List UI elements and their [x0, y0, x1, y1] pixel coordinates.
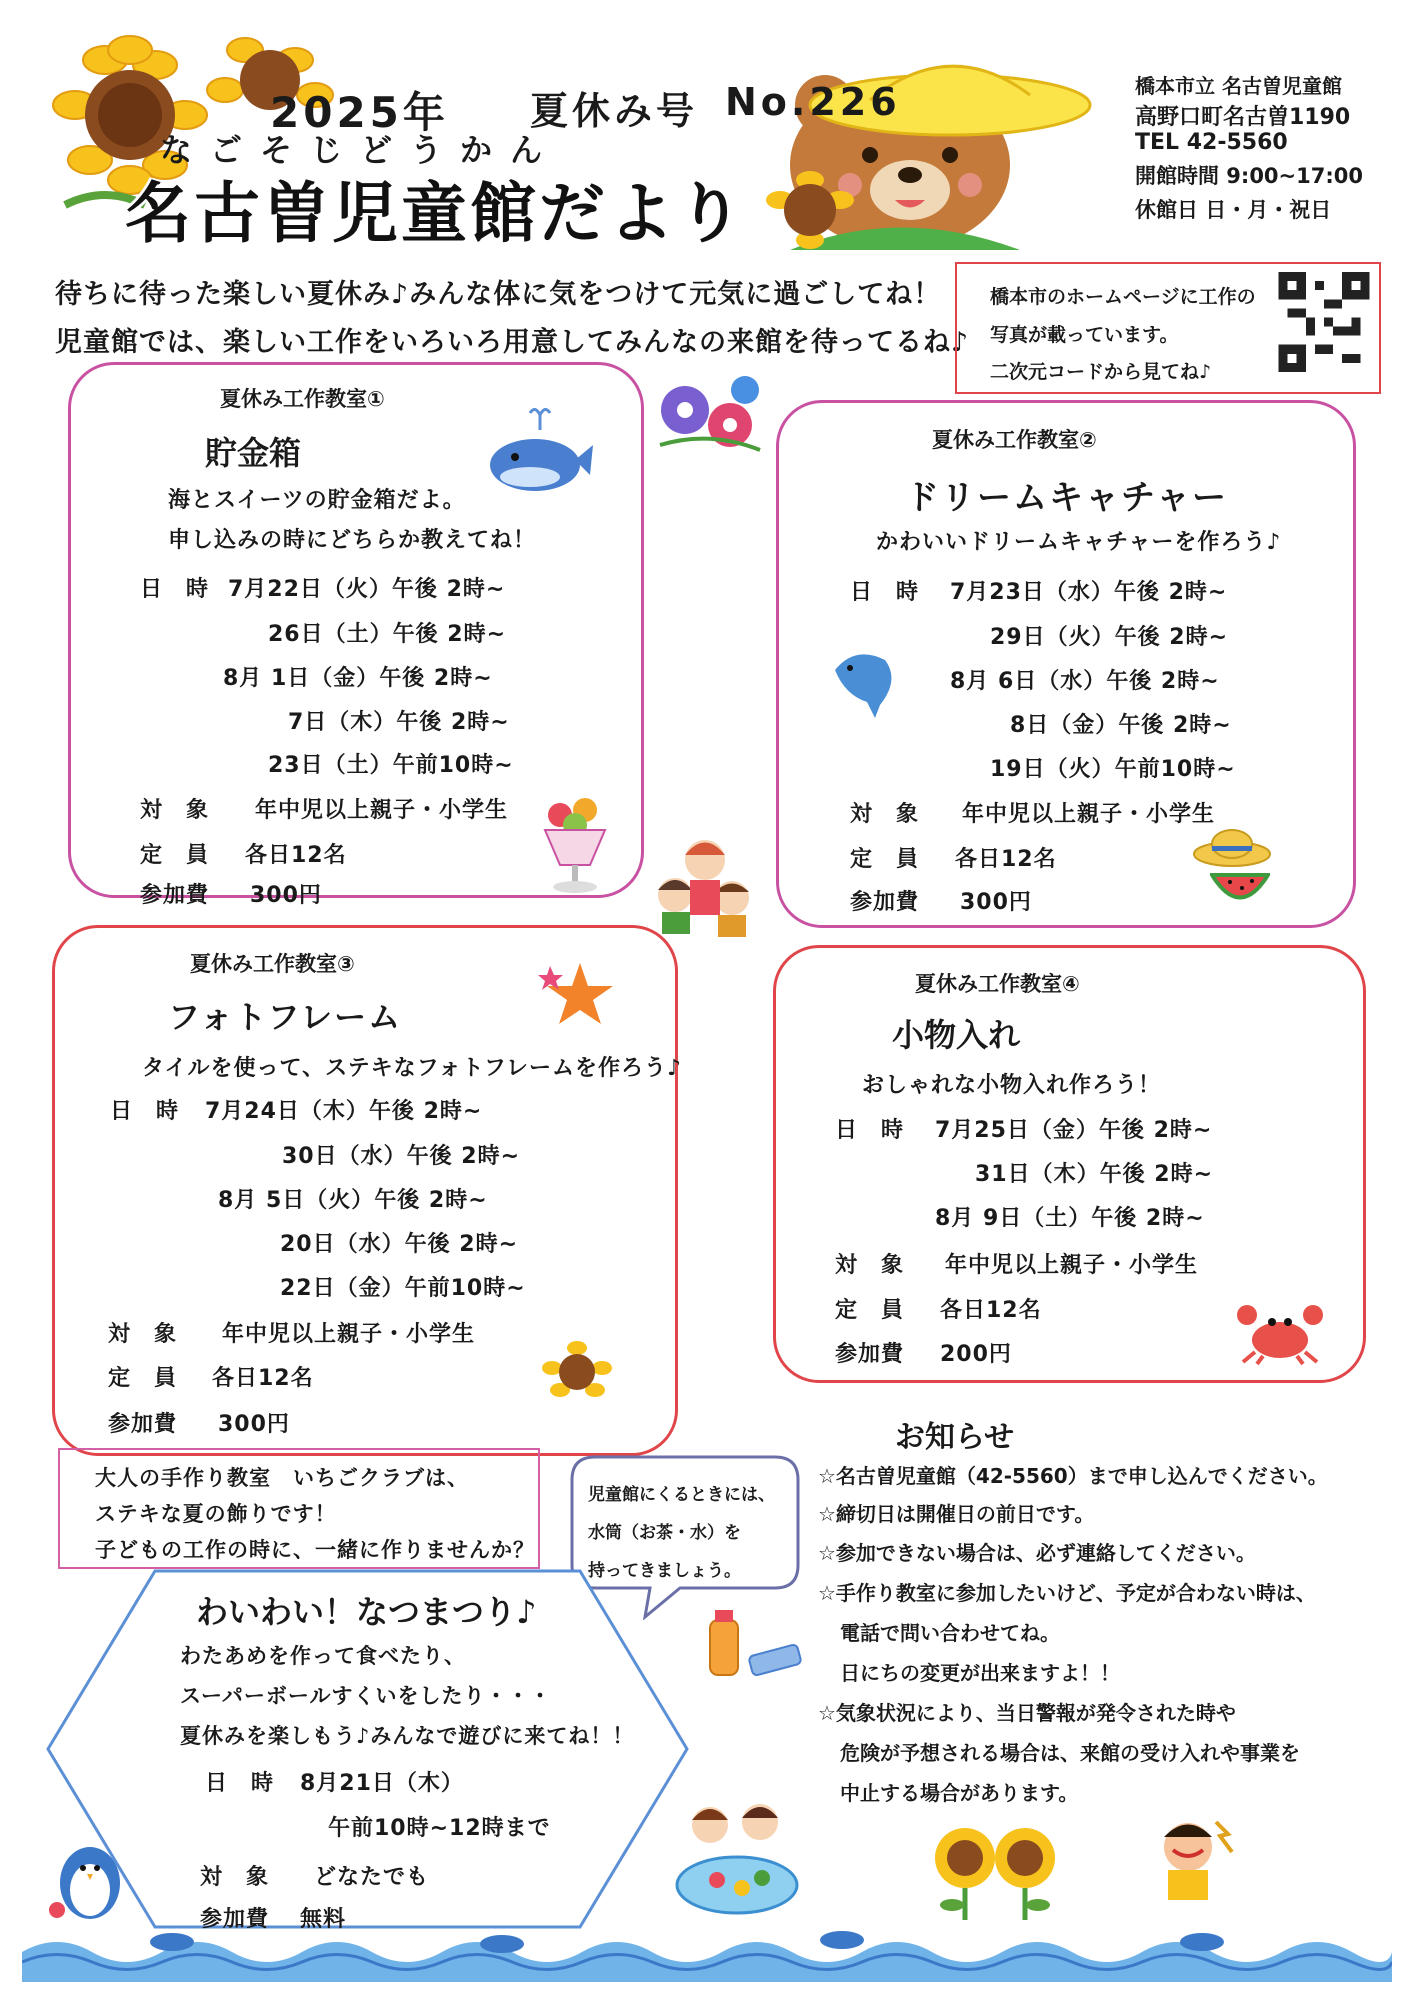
workshop-2-capacity: 各日12名 — [955, 847, 1057, 872]
workshop-1-date-2: 26日（土）午後 2時~ — [268, 622, 507, 647]
workshop-2-target-label: 対 象 — [850, 802, 920, 827]
children-group-icon — [650, 830, 760, 940]
workshop-3-target-label: 対 象 — [108, 1322, 178, 1347]
dolphin-icon — [825, 640, 905, 720]
workshop-1-capacity-label: 定 員 — [140, 843, 210, 868]
qr-info-line-2: 写真が載っています。 — [990, 324, 1179, 346]
notice-title: お知らせ — [895, 1420, 1015, 1455]
workshop-1-date-5: 23日（土）午前10時~ — [268, 753, 514, 778]
workshop-2-date-2: 29日（火）午後 2時~ — [990, 625, 1229, 650]
workshop-1-date-label: 日 時 — [140, 577, 210, 602]
workshop-4-date-3: 8月 9日（土）午後 2時~ — [935, 1206, 1205, 1231]
penguin-icon — [45, 1838, 130, 1923]
parfait-icon — [530, 795, 620, 895]
qr-info-line-1: 橋本市のホームページに工作の — [990, 286, 1256, 308]
workshop-1-desc-1: 海とスイーツの貯金箱だよ。 — [168, 488, 466, 513]
crab-icon — [1235, 1300, 1325, 1365]
title-ruby: なごそじどうかん — [160, 131, 561, 169]
workshop-4-fee: 200円 — [940, 1342, 1012, 1367]
workshop-3-date-label: 日 時 — [110, 1099, 180, 1124]
workshop-3-date-4: 20日（水）午後 2時~ — [280, 1232, 519, 1257]
notice-item-3: ☆参加できない場合は、必ず連絡してください。 — [818, 1541, 1256, 1565]
kids-pool-icon — [672, 1790, 802, 1920]
bubble-line-3: 持ってきましょう。 — [588, 1561, 741, 1581]
notice-item-8: 危険が予想される場合は、来館の受け入れや事業を — [840, 1741, 1300, 1765]
ichigo-line-1: 大人の手作り教室 いちごクラブは、 — [95, 1466, 469, 1490]
issue-name: 夏休み号 — [530, 89, 699, 133]
qr-info-line-3: 二次元コードから見てね♪ — [990, 361, 1212, 383]
festival-line-3: 夏休みを楽しもう♪みんなで遊びに来てね！！ — [180, 1724, 635, 1748]
notice-item-6: 日にちの変更が出来ますよ！！ — [840, 1661, 1120, 1685]
festival-line-2: スーパーボールすくいをしたり・・・ — [180, 1684, 552, 1708]
workshop-4-date-label: 日 時 — [835, 1118, 905, 1143]
workshop-2-date-5: 19日（火）午前10時~ — [990, 757, 1236, 782]
festival-date-label: 日 時 — [205, 1771, 275, 1796]
ichigo-line-3: 子どもの工作の時に、一緒に作りませんか？ — [95, 1538, 535, 1562]
workshop-2-capacity-label: 定 員 — [850, 847, 920, 872]
workshop-1-target-label: 対 象 — [140, 798, 210, 823]
workshop-1-fee-label: 参加費 — [140, 883, 210, 908]
workshop-2-date-label: 日 時 — [850, 580, 920, 605]
issue-number: No.226 — [725, 80, 901, 124]
festival-target: どなたでも — [314, 1865, 430, 1890]
notice-item-1: ☆名古曽児童館（42-5560）まで申し込んでください。 — [818, 1464, 1328, 1488]
festival-line-1: わたあめを作って食べたり、 — [180, 1644, 466, 1668]
sunflower-faces-icon — [930, 1820, 1060, 1920]
ocean-wave-border — [22, 1922, 1392, 1982]
workshop-3-label: 夏休み工作教室③ — [190, 952, 355, 976]
festival-time: 午前10時~12時まで — [328, 1816, 551, 1841]
facility-tel: TEL 42-5560 — [1135, 130, 1288, 155]
workshop-3-date-2: 30日（水）午後 2時~ — [282, 1144, 521, 1169]
workshop-4-target-label: 対 象 — [835, 1253, 905, 1278]
facility-name: 橋本市立 名古曽児童館 — [1135, 74, 1342, 98]
bubble-line-1: 児童館にくるときには、 — [588, 1485, 775, 1505]
sunflower-icon — [760, 170, 860, 250]
straw-hat-icon — [1192, 822, 1272, 872]
workshop-1-date-4: 7日（木）午後 2時~ — [288, 710, 510, 735]
notice-item-2: ☆締切日は開催日の前日です。 — [818, 1502, 1095, 1526]
workshop-3-capacity: 各日12名 — [212, 1366, 314, 1391]
star-icon — [535, 958, 615, 1028]
festival-title: わいわい！なつまつり♪ — [196, 1593, 537, 1631]
intro-line-2: 児童館では、楽しい工作をいろいろ用意してみんなの来館を待ってるね♪ — [55, 327, 970, 358]
workshop-3-date-3: 8月 5日（火）午後 2時~ — [218, 1188, 488, 1213]
page-title: 名古曽児童館だより — [125, 175, 746, 252]
workshop-2-fee: 300円 — [960, 890, 1032, 915]
water-bottle-icon — [695, 1605, 805, 1685]
workshop-3-date-5: 22日（金）午前10時~ — [280, 1276, 526, 1301]
festival-date: 8月21日（木） — [300, 1771, 464, 1796]
workshop-3-name: フォトフレーム — [168, 998, 403, 1036]
workshop-4-target: 年中児以上親子・小学生 — [945, 1253, 1199, 1278]
intro-line-1: 待ちに待った楽しい夏休み♪みんな体に気をつけて元気に過ごしてね！ — [55, 279, 942, 310]
workshop-2-fee-label: 参加費 — [850, 890, 920, 915]
facility-address: 高野口町名古曽1190 — [1135, 105, 1351, 130]
workshop-2-label: 夏休み工作教室② — [932, 428, 1097, 452]
workshop-4-desc-1: おしゃれな小物入れ作ろう！ — [862, 1073, 1162, 1098]
workshop-4-capacity-label: 定 員 — [835, 1298, 905, 1323]
workshop-3-date-1: 7月24日（木）午後 2時~ — [205, 1099, 483, 1124]
workshop-2-date-1: 7月23日（水）午後 2時~ — [950, 580, 1228, 605]
sunflower-small-icon — [540, 1340, 615, 1405]
issue-year: 2025年 — [270, 88, 449, 137]
festival-fee: 無料 — [300, 1907, 347, 1932]
workshop-3-fee-label: 参加費 — [108, 1412, 178, 1437]
workshop-1-fee: 300円 — [250, 883, 322, 908]
thunder-god-icon — [1138, 1812, 1238, 1917]
festival-fee-label: 参加費 — [200, 1907, 270, 1932]
notice-item-4: ☆手作り教室に参加したいけど、予定が合わない時は、 — [818, 1581, 1316, 1605]
workshop-4-fee-label: 参加費 — [835, 1342, 905, 1367]
watermelon-icon — [1210, 870, 1270, 905]
workshop-4-capacity: 各日12名 — [940, 1298, 1042, 1323]
workshop-1-date-3: 8月 1日（金）午後 2時~ — [223, 666, 493, 691]
workshop-1-name: 貯金箱 — [205, 434, 302, 472]
workshop-3-capacity-label: 定 員 — [108, 1366, 178, 1391]
workshop-4-label: 夏休み工作教室④ — [915, 972, 1080, 996]
workshop-1-desc-2: 申し込みの時にどちらか教えてね！ — [168, 528, 537, 553]
workshop-2-name: ドリームキャチャー — [905, 478, 1228, 518]
morning-glory-icon — [650, 370, 770, 460]
workshop-1-date-1: 7月22日（火）午後 2時~ — [228, 577, 506, 602]
ichigo-line-2: ステキな夏の飾りです！ — [95, 1502, 337, 1526]
workshop-3-target: 年中児以上親子・小学生 — [222, 1322, 476, 1347]
workshop-2-date-3: 8月 6日（水）午後 2時~ — [950, 669, 1220, 694]
festival-target-label: 対 象 — [200, 1865, 270, 1890]
notice-item-7: ☆気象状況により、当日警報が発令された時や — [818, 1701, 1236, 1725]
workshop-1-label: 夏休み工作教室① — [220, 387, 385, 411]
workshop-1-capacity: 各日12名 — [245, 843, 347, 868]
bubble-line-2: 水筒（お茶・水）を — [588, 1523, 741, 1543]
whale-icon — [485, 405, 595, 495]
workshop-4-date-2: 31日（木）午後 2時~ — [975, 1162, 1214, 1187]
facility-hours: 開館時間 9:00~17:00 — [1135, 164, 1363, 188]
workshop-1-target: 年中児以上親子・小学生 — [255, 798, 509, 823]
workshop-4-date-1: 7月25日（金）午後 2時~ — [935, 1118, 1213, 1143]
workshop-2-target: 年中児以上親子・小学生 — [962, 802, 1216, 827]
notice-item-5: 電話で問い合わせてね。 — [840, 1621, 1060, 1645]
workshop-2-date-4: 8日（金）午後 2時~ — [1010, 713, 1232, 738]
notice-item-9: 中止する場合があります。 — [840, 1781, 1079, 1805]
workshop-2-desc-1: かわいいドリームキャチャーを作ろう♪ — [876, 530, 1282, 555]
workshop-3-fee: 300円 — [218, 1412, 290, 1437]
qr-code-icon[interactable] — [1278, 272, 1370, 372]
facility-closed: 休館日 日・月・祝日 — [1135, 198, 1332, 222]
workshop-3-desc-1: タイルを使って、ステキなフォトフレームを作ろう♪ — [142, 1056, 683, 1081]
workshop-4-name: 小物入れ — [892, 1016, 1021, 1054]
